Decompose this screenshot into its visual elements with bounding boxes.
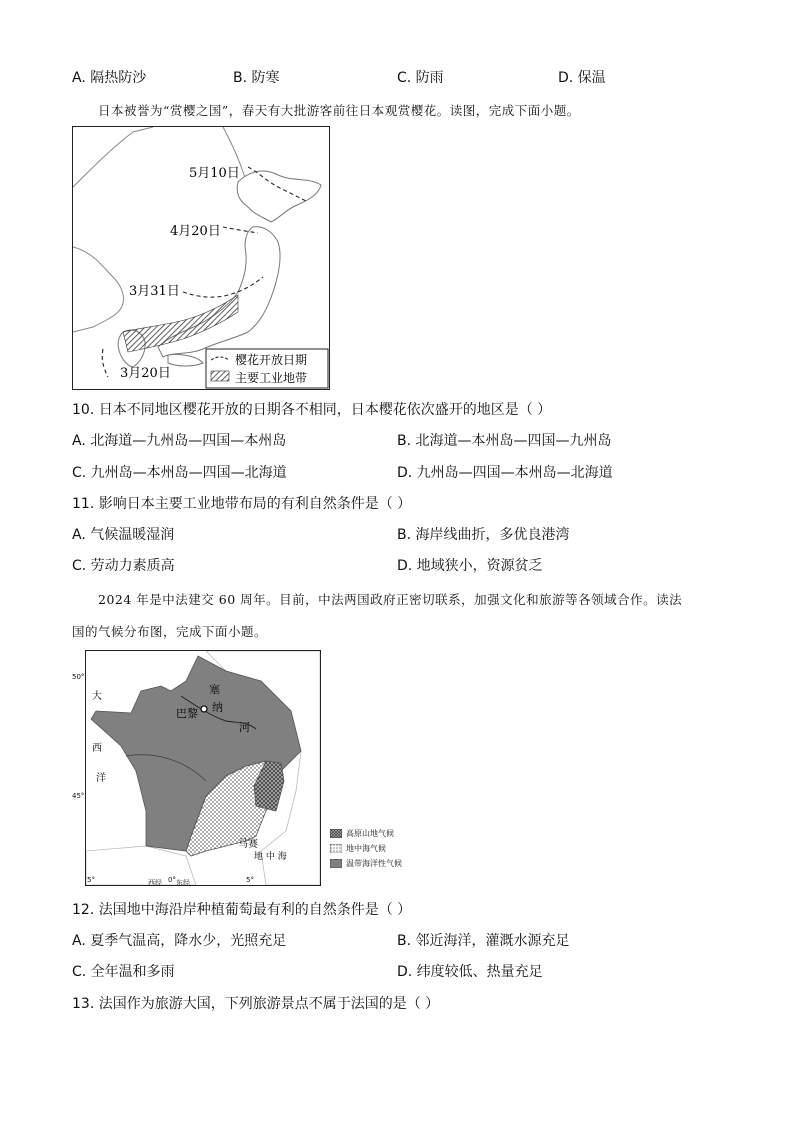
shikoku	[168, 354, 203, 366]
q10-option-d: D. 九州岛—四国—本州岛—北海道	[397, 465, 613, 481]
med-sea-label: 地 中 海	[254, 852, 287, 862]
lon-5e-label: 5°	[246, 876, 254, 884]
ocean-char-1: 大	[92, 691, 102, 702]
east-label: 东经	[176, 879, 190, 887]
lon-0-label: 0°	[168, 876, 176, 884]
korea-coast	[73, 247, 123, 332]
continent-coast	[73, 127, 153, 187]
france-map	[85, 650, 321, 886]
q10-option-a: A. 北海道—九州岛—四国—本州岛	[72, 433, 287, 449]
japan-map	[72, 126, 330, 390]
q12-stem: 12. 法国地中海沿岸种植葡萄最有利的自然条件是（ ）	[72, 902, 412, 918]
legend-mediterranean-label: 地中海气候	[346, 844, 386, 853]
river-char-3: 河	[239, 721, 250, 734]
legend-oceanic-label: 温带海洋性气候	[346, 859, 402, 868]
q9-option-d: D. 保温	[558, 70, 606, 86]
legend-oceanic-swatch-icon	[330, 859, 342, 868]
legend-mediterranean-swatch-icon	[330, 844, 342, 853]
marseille-label: 马赛	[238, 839, 258, 850]
date-label-mar20: 3月20日	[120, 366, 171, 381]
legend-hatch-swatch-icon	[211, 371, 229, 381]
q13-stem: 13. 法国作为旅游大国，下列旅游景点不属于法国的是（ ）	[72, 996, 440, 1012]
legend-highland-label: 高原山地气候	[346, 829, 394, 838]
river-char-1: 塞	[209, 683, 220, 696]
q11-option-d: D. 地域狭小，资源贫乏	[397, 558, 543, 574]
q11-option-b: B. 海岸线曲折，多优良港湾	[397, 527, 570, 543]
q12-option-b: B. 邻近海洋，灌溉水源充足	[397, 933, 570, 949]
hokkaido	[237, 171, 321, 222]
ocean-char-2: 西	[92, 743, 102, 754]
river-char-2: 纳	[212, 701, 223, 714]
date-label-apr20: 4月20日	[170, 224, 221, 239]
q11-stem: 11. 影响日本主要工业地带布局的有利自然条件是（ ）	[72, 496, 412, 512]
japan-intro-text: 日本被誉为“赏樱之国”，春天有大批游客前往日本观赏樱花。读图，完成下面小题。	[98, 103, 580, 118]
france-intro-line-2: 国的气候分布图，完成下面小题。	[72, 624, 268, 639]
q9-option-c: C. 防雨	[397, 70, 444, 86]
legend-highland-swatch-icon	[330, 829, 342, 838]
japan-map-drawing	[73, 127, 329, 389]
france-legend	[330, 826, 420, 871]
q10-option-b: B. 北海道—本州岛—四国—九州岛	[397, 433, 612, 449]
paris-label: 巴黎	[176, 707, 198, 720]
legend-industry-label: 主要工业地带	[235, 371, 308, 385]
date-label-mar31: 3月31日	[129, 284, 180, 299]
france-intro-line-1: 2024 年是中法建交 60 周年。目前，中法两国政府正密切联系，加强文化和旅游等各领域合作。读法	[98, 592, 683, 607]
lat-45-outer-label: 45°	[72, 792, 85, 800]
q11-option-c: C. 劳动力素质高	[72, 558, 175, 574]
q12-option-d: D. 纬度较低、热量充足	[397, 964, 543, 980]
bloom-line-mar20	[102, 349, 108, 377]
q12-option-a: A. 夏季气温高，降水少，光照充足	[72, 933, 287, 949]
lon-5w-label: 5°	[87, 876, 95, 884]
q10-stem: 10. 日本不同地区樱花开放的日期各不相同，日本樱花依次盛开的地区是（ ）	[72, 402, 552, 418]
q9-option-a: A. 隔热防沙	[72, 70, 147, 86]
q10-option-c: C. 九州岛—本州岛—四国—北海道	[72, 465, 287, 481]
q9-option-b: B. 防寒	[233, 70, 280, 86]
legend-bloom-label: 樱花开放日期	[235, 353, 308, 367]
lat-50-outer-label: 50°	[72, 673, 85, 681]
france-map-drawing	[86, 651, 320, 885]
ocean-char-3: 洋	[96, 773, 106, 784]
q11-option-a: A. 气候温暖湿润	[72, 527, 175, 543]
q12-option-c: C. 全年温和多雨	[72, 964, 175, 980]
paris-marker-icon	[201, 706, 207, 712]
date-label-may10: 5月10日	[189, 166, 240, 181]
west-label: 西经	[148, 879, 162, 887]
